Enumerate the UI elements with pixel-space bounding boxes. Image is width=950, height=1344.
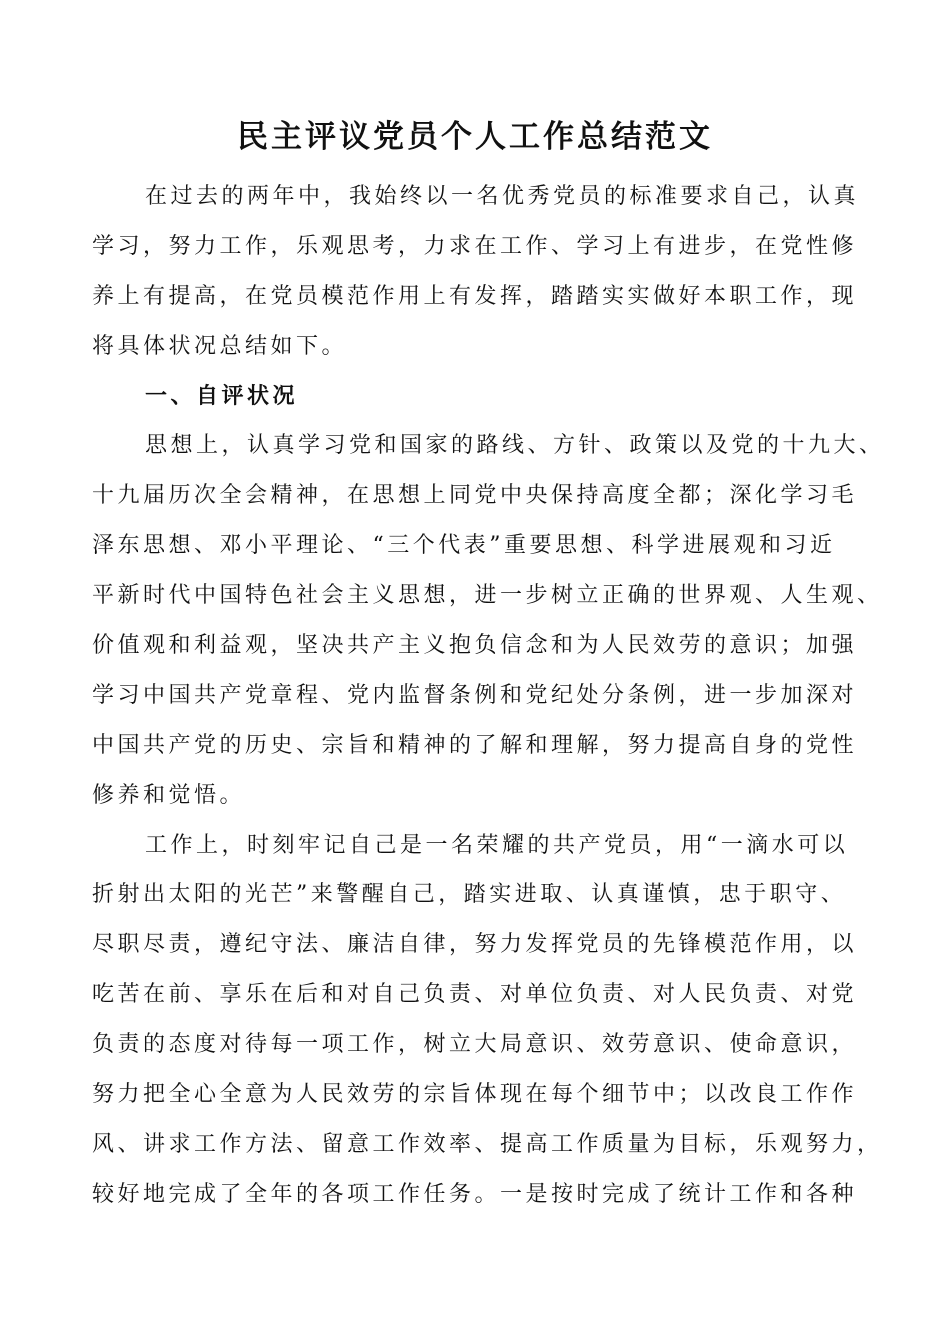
paragraph-line: 学习，努力工作，乐观思考，力求在工作、学习上有进步，在党性修 [92,233,858,259]
paragraph-line: 尽职尽责，遵纪守法、廉洁自律，努力发挥党员的先锋模范作用，以 [92,932,858,958]
paragraph-line: 吃苦在前、享乐在后和对自己负责、对单位负责、对人民负责、对党 [92,982,858,1008]
paragraph-line: 学习中国共产党章程、党内监督条例和党纪处分条例，进一步加深对 [92,682,858,708]
paragraph-line: 将具体状况总结如下。 [92,333,348,359]
paragraph-line: 养上有提高，在党员模范作用上有发挥，踏踏实实做好本职工作，现 [92,283,858,309]
work-paragraph [92,821,922,1220]
document-body [92,172,922,1220]
paragraph-line: 工作上，时刻牢记自己是一名荣耀的共产党员，用“一滴水可以 [145,832,849,858]
section-heading: 一、自评状况 [145,382,299,409]
intro-paragraph [92,172,922,372]
paragraph-line: 泽东思想、邓小平理论、“三个代表”重要思想、科学进展观和习近 [92,533,836,559]
paragraph-line: 中国共产党的历史、宗旨和精神的了解和理解，努力提高自身的党性 [92,732,858,758]
paragraph-line: 思想上，认真学习党和国家的路线、方针、政策以及党的十九大、 [145,433,885,459]
paragraph-line: 负责的态度对待每一项工作，树立大局意识、效劳意识、使命意识， [92,1032,858,1058]
paragraph-line: 折射出太阳的光芒”来警醒自己，踏实进取、认真谨慎，忠于职守、 [92,882,847,908]
paragraph-line: 努力把全心全意为人民效劳的宗旨体现在每个细节中；以改良工作作 [92,1082,858,1108]
document-title: 民主评议党员个人工作总结范文 [237,119,713,155]
thinking-paragraph [92,421,922,820]
paragraph-line: 十九届历次全会精神，在思想上同党中央保持高度全都；深化学习毛 [92,483,858,509]
paragraph-line: 价值观和利益观，坚决共产主义抱负信念和为人民效劳的意识；加强 [92,633,858,659]
paragraph-line: 在过去的两年中，我始终以一名优秀党员的标准要求自己，认真 [145,184,860,209]
paragraph-line: 风、讲求工作方法、留意工作效率、提高工作质量为目标，乐观努力， [92,1131,883,1157]
paragraph-line: 较好地完成了全年的各项工作任务。一是按时完成了统计工作和各种 [92,1181,858,1207]
paragraph-line: 修养和觉悟。 [92,782,246,808]
paragraph-line: 平新时代中国特色社会主义思想，进一步树立正确的世界观、人生观、 [92,583,883,609]
